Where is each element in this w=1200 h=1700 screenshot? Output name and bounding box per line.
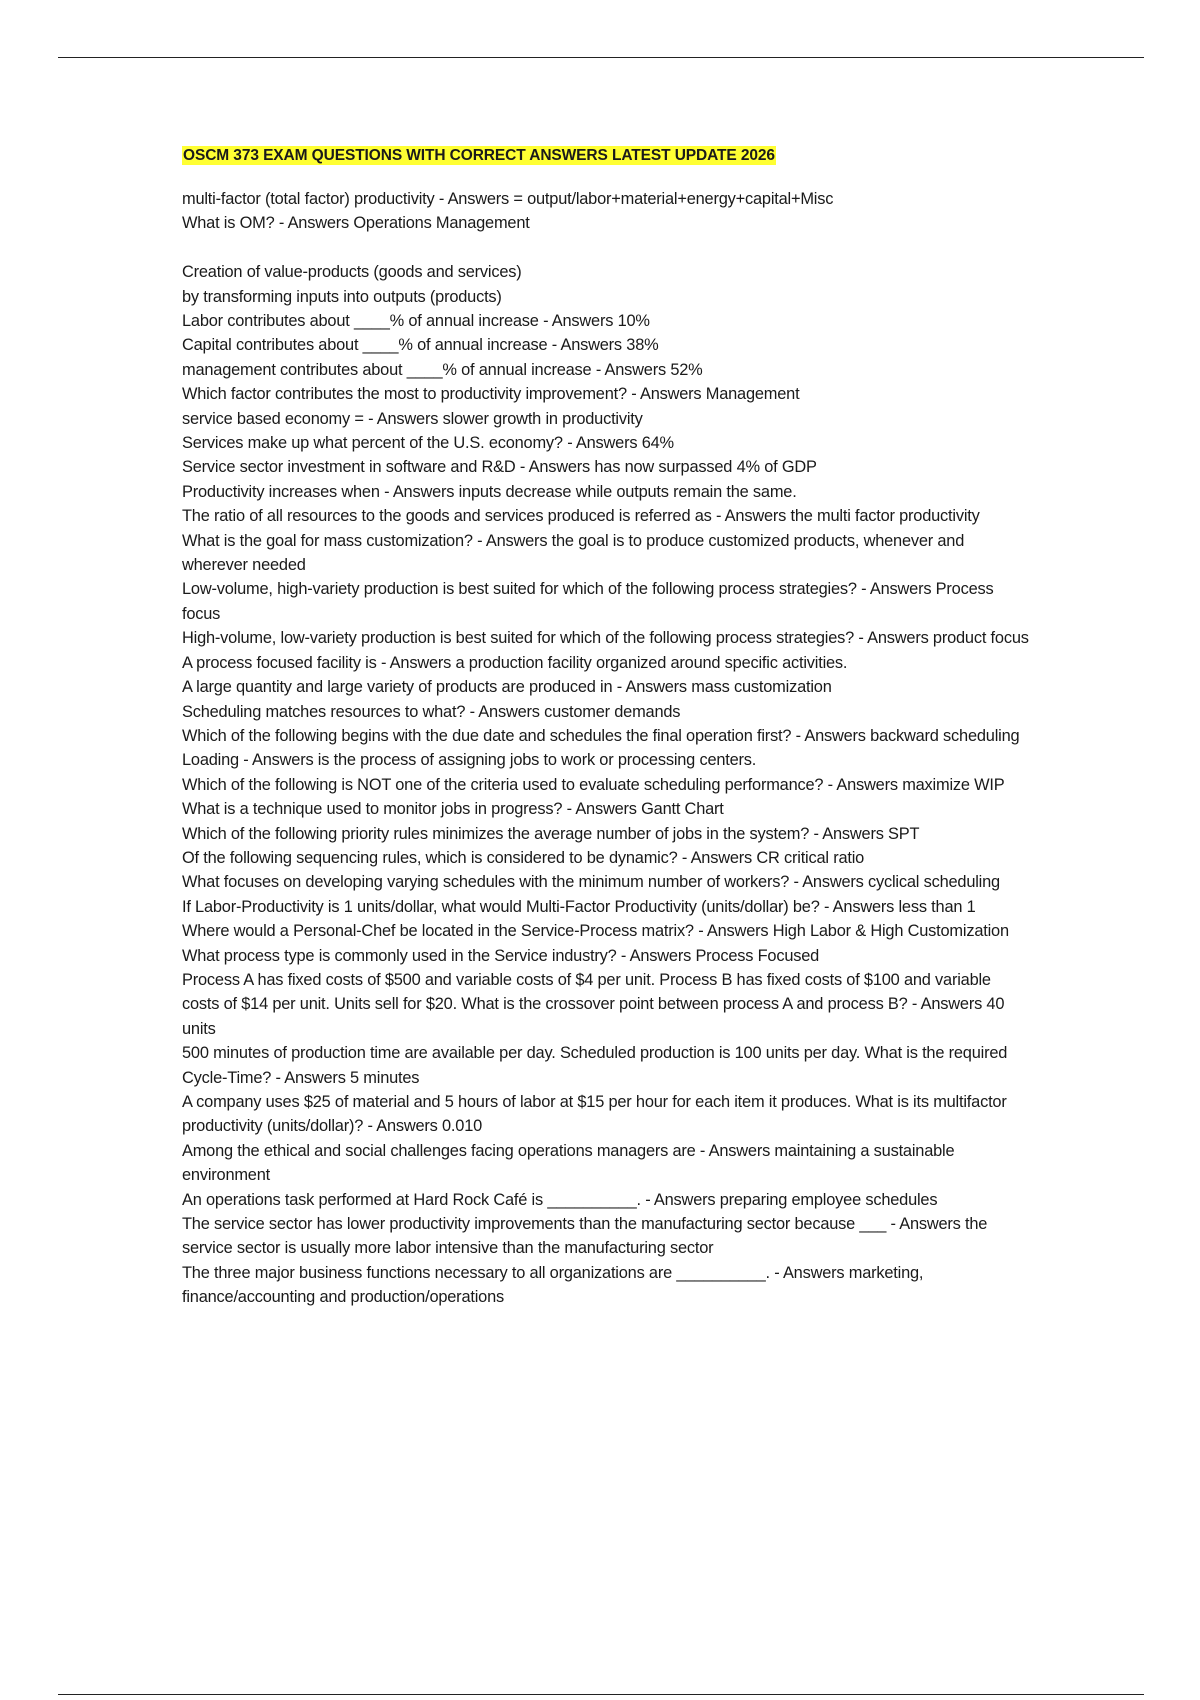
qa-line: Where would a Personal-Chef be located in the Service-Process matrix? - Answers High Labor & High Customization xyxy=(182,922,1009,941)
qa-line: A company uses $25 of material and 5 hours of labor at $15 per hour for each item it produces. What is its multifactor productivity (units/dollar)? - Answers 0.010 xyxy=(182,1093,1007,1136)
qa-line: Creation of value-products (goods and services) xyxy=(182,263,522,282)
qa-line: management contributes about ____% of annual increase - Answers 52% xyxy=(182,360,703,379)
qa-line: What focuses on developing varying schedules with the minimum number of workers? - Answers cyclical scheduling xyxy=(182,873,1000,892)
qa-line: Which of the following begins with the due date and schedules the final operation first? - Answers backward scheduling xyxy=(182,726,1020,745)
blank-line xyxy=(182,236,1032,260)
document-title: OSCM 373 EXAM QUESTIONS WITH CORRECT ANSWERS LATEST UPDATE 2026 xyxy=(183,147,775,164)
qa-line: If Labor-Productivity is 1 units/dollar, what would Multi-Factor Productivity (units/dollar) be? - Answers less than 1 xyxy=(182,897,976,916)
qa-line: A large quantity and large variety of products are produced in - Answers mass customization xyxy=(182,678,832,697)
qa-line: Service sector investment in software and R&D - Answers has now surpassed 4% of GDP xyxy=(182,458,817,477)
qa-line: Among the ethical and social challenges facing operations managers are - Answers maintaining a sustainable environment xyxy=(182,1141,955,1185)
qa-line: by transforming inputs into outputs (products) xyxy=(182,287,502,306)
qa-line: High-volume, low-variety production is best suited for which of the following process strategies? - Answers product focus xyxy=(182,629,1029,648)
qa-line: multi-factor (total factor) productivity - Answers = output/labor+material+energy+capital+Misc xyxy=(182,190,834,208)
document-body xyxy=(182,146,1032,1310)
qa-line: What is a technique used to monitor jobs in progress? - Answers Gantt Chart xyxy=(182,800,724,819)
qa-line: Of the following sequencing rules, which is considered to be dynamic? - Answers CR critical ratio xyxy=(182,848,865,867)
qa-line: Which factor contributes the most to productivity improvement? - Answers Management xyxy=(182,385,800,404)
qa-line: Services make up what percent of the U.S. economy? - Answers 64% xyxy=(182,434,674,453)
qa-line: Labor contributes about ____% of annual increase - Answers 10% xyxy=(182,312,650,331)
qa-line: What process type is commonly used in the Service industry? - Answers Process Focused xyxy=(182,946,820,965)
footer-rule xyxy=(58,1694,1144,1695)
qa-line: An operations task performed at Hard Rock Café is __________. - Answers preparing employee schedules xyxy=(182,1190,938,1209)
qa-line: service based economy = - Answers slower growth in productivity xyxy=(182,409,643,428)
qa-line: What is the goal for mass customization? - Answers the goal is to produce customized products, whenever and wherever needed xyxy=(182,531,965,575)
qa-line: Which of the following is NOT one of the criteria used to evaluate scheduling performance? - Answers maximize WIP xyxy=(182,775,1005,794)
qa-line: Scheduling matches resources to what? - Answers customer demands xyxy=(182,702,681,721)
qa-line: 500 minutes of production time are available per day. Scheduled production is 100 units per day. What is the required Cycle-Time? - Answers 5 minutes xyxy=(182,1044,1008,1087)
qa-line: Capital contributes about ____% of annual increase - Answers 38% xyxy=(182,336,659,355)
qa-line: Which of the following priority rules minimizes the average number of jobs in the system? - Answers SPT xyxy=(182,824,920,843)
qa-line: What is OM? - Answers Operations Management xyxy=(182,214,530,233)
qa-line: Low-volume, high-variety production is best suited for which of the following process strategies? - Answers Process focus xyxy=(182,580,994,623)
qa-line: Process A has fixed costs of $500 and variable costs of $4 per unit. Process B has fixed costs of $100 and variable costs of $14 per unit. Units sell for $20. What is the crossover point between process A and process B? - Answers 40 units xyxy=(182,970,1005,1038)
qa-line: The three major business functions necessary to all organizations are __________. - Answers marketing, finance/accounting and production/operations xyxy=(182,1263,924,1307)
qa-line: The ratio of all resources to the goods and services produced is referred as - Answers the multi factor productivity xyxy=(182,507,980,526)
qa-line: Loading - Answers is the process of assigning jobs to work or processing centers. xyxy=(182,751,757,770)
qa-list xyxy=(182,187,1032,1310)
qa-line: A process focused facility is - Answers a production facility organized around specific activities. xyxy=(182,653,848,672)
qa-line: The service sector has lower productivity improvements than the manufacturing sector because ___ - Answers the service sector is usually more labor intensive than the manufacturing sector xyxy=(182,1215,988,1258)
header-rule xyxy=(58,57,1144,58)
qa-line: Productivity increases when - Answers inputs decrease while outputs remain the same. xyxy=(182,482,797,501)
